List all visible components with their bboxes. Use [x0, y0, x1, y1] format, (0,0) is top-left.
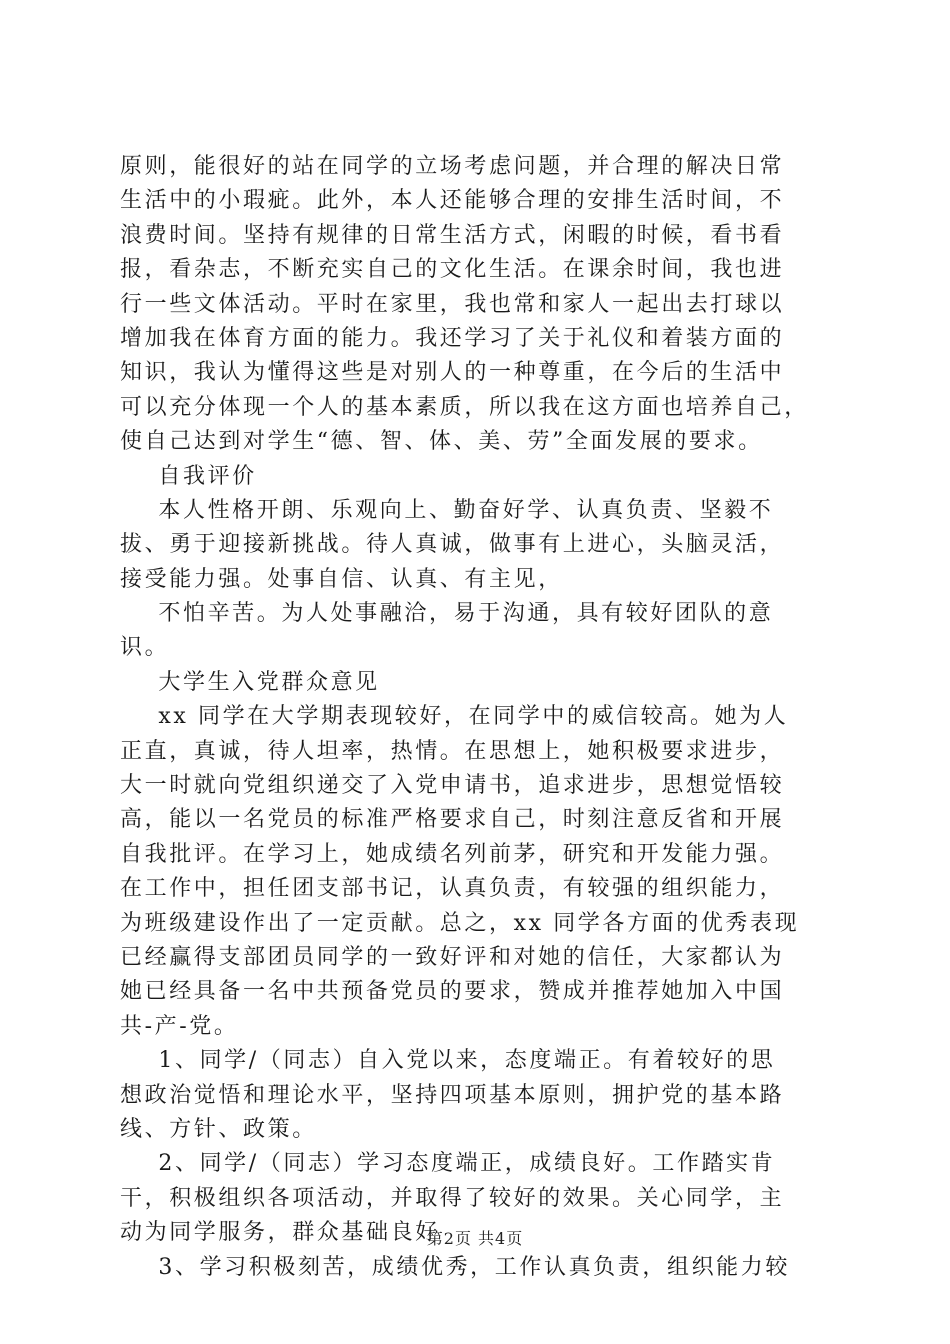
text-line: 高，能以一名党员的标准严格要求自己，时刻注意反省和开展 — [120, 807, 785, 833]
text-line: 知识，我认为懂得这些是对别人的一种尊重，在今后的生活中 — [120, 360, 785, 386]
text-line: 动为同学服务，群众基础良好 — [120, 1220, 440, 1246]
text-line: 已经赢得支部团员同学的一致好评和对她的信任，大家都认为 — [120, 944, 785, 970]
text-line: 浪费时间。坚持有规律的日常生活方式，闲暇的时候，看书看 — [120, 222, 785, 248]
text-line: 自我批评。在学习上，她成绩名列前茅，研究和开发能力强。 — [120, 841, 785, 867]
text-line: 不怕辛苦。为人处事融洽，易于沟通，具有较好团队的意 — [120, 601, 774, 627]
section-heading-public-opinion: 大学生入党群众意见 — [120, 669, 380, 695]
text-line: 2、同学/（同志）学习态度端正，成绩良好。工作踏实肯 — [120, 1151, 776, 1177]
text-line: 原则，能很好的站在同学的立场考虑问题，并合理的解决日常 — [120, 154, 785, 179]
text-line: 行一些文体活动。平时在家里，我也常和家人一起出去打球以 — [120, 291, 785, 317]
text-line: 拔、勇于迎接新挑战。待人真诚，做事有上进心，头脑灵活， — [120, 532, 785, 558]
text-line: 线、方针、政策。 — [120, 1116, 317, 1142]
text-line: 报，看杂志，不断充实自己的文化生活。在课余时间，我也进 — [120, 257, 785, 283]
text-line: 正直，真诚，待人坦率，热情。在思想上，她积极要求进步， — [120, 738, 785, 764]
document-body — [120, 150, 840, 1285]
text-line: 3、学习积极刻苦，成绩优秀，工作认真负责，组织能力较 — [120, 1254, 790, 1280]
section-heading-self-evaluation: 自我评价 — [120, 463, 257, 489]
text-line: 1、同学/（同志）自入党以来，态度端正。有着较好的思 — [120, 1048, 776, 1074]
text-line: 为班级建设作出了一定贡献。总之，xx 同学各方面的优秀表现 — [120, 910, 800, 936]
text-line: 大一时就向党组织递交了入党申请书，追求进步，思想觉悟较 — [120, 773, 785, 799]
page-number-footer: 第2页 共4页 — [426, 1229, 524, 1248]
text-line: 增加我在体育方面的能力。我还学习了关于礼仪和着装方面的 — [120, 325, 785, 351]
text-line: 本人性格开朗、乐观向上、勤奋好学、认真负责、坚毅不 — [120, 497, 774, 523]
text-line: 在工作中，担任团支部书记，认真负责，有较强的组织能力， — [120, 876, 785, 902]
text-line: 生活中的小瑕疵。此外，本人还能够合理的安排生活时间，不 — [120, 188, 785, 214]
text-line: 共-产-党。 — [120, 1013, 239, 1039]
text-line: 可以充分体现一个人的基本素质，所以我在这方面也培养自己， — [120, 394, 809, 420]
text-line: 接受能力强。处事自信、认真、有主见， — [120, 566, 563, 592]
text-line: 使自己达到对学生“德、智、体、美、劳”全面发展的要求。 — [120, 429, 763, 455]
text-line: 想政治觉悟和理论水平，坚持四项基本原则，拥护党的基本路 — [120, 1082, 785, 1108]
text-line: 干，积极组织各项活动，并取得了较好的效果。关心同学，主 — [120, 1185, 785, 1211]
text-line: 她已经具备一名中共预备党员的要求，赞成并推荐她加入中国 — [120, 979, 785, 1005]
text-line: 识。 — [120, 635, 170, 661]
text-line: xx 同学在大学期表现较好，在同学中的威信较高。她为人 — [120, 704, 789, 730]
